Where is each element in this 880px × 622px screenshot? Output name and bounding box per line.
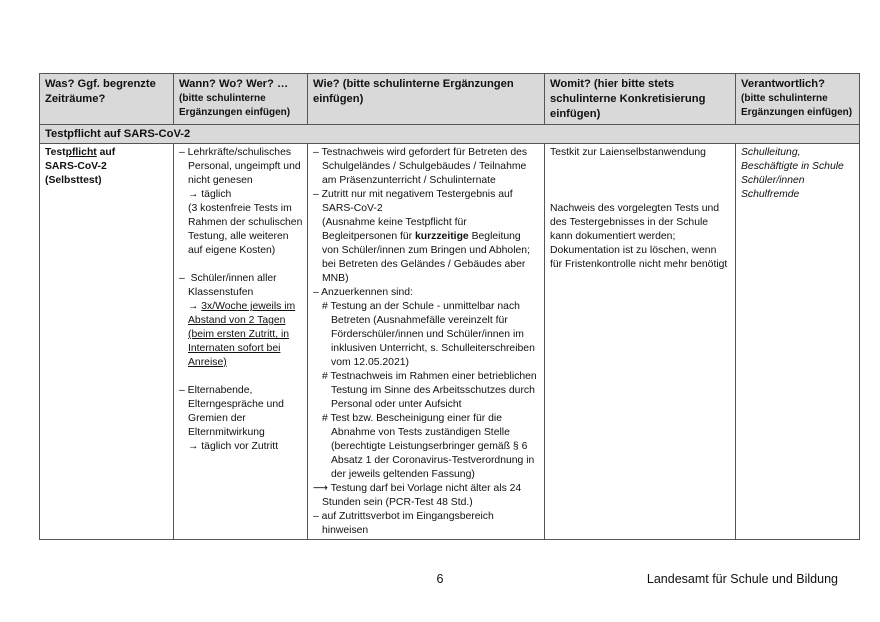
header-wann-sub: (bitte schulinterne Ergänzungen einfügen) [179, 93, 291, 118]
header-womit [545, 74, 736, 125]
header-verantwortlich-sub: (bitte schulinterne Ergänzungen einfügen) [741, 93, 853, 118]
cell-verantwortlich [736, 144, 860, 540]
wie-hash-1: # Testung an der Schule - unmittelbar nach Betreten (Ausnahmefälle vereinzelt für Förderschüler/innen und Schüler/innen im inklusiven Unterricht, s. Schulleiterschreiben vom 12.05.2021) [322, 301, 535, 368]
wann-item-2-arrow-text: 3x/Woche jeweils im Abstand von 2 Tagen (beim ersten Zutritt, in Internaten sofort bei Anreise) [188, 301, 296, 368]
page-number: 6 [436, 572, 444, 586]
section-row [40, 125, 860, 144]
header-was-title: Was? Ggf. begrenzte Zeiträume? [45, 78, 156, 105]
womit-p2: Nachweis des vorgelegten Tests und des Testergebnisses in der Schule kann dokumentiert werden; Dokumentation ist zu löschen, wenn für Fristenkontrolle nicht mehr benötigt [550, 203, 728, 270]
header-was [40, 74, 174, 125]
wann-item-1-note: (3 kostenfreie Tests im Rahmen der schulischen Testung, alle weiteren auf eigene Kosten) [188, 203, 303, 256]
dash: – [179, 273, 185, 284]
section-title: Testpflicht auf SARS-CoV-2 [40, 125, 860, 144]
wie-p2-note-bold: kurzzeitige [415, 231, 469, 242]
wann-item-3 [179, 384, 303, 440]
measures-table [39, 73, 860, 540]
header-wann [174, 74, 308, 125]
test-line3: (Selbsttest) [45, 175, 102, 186]
wie-p1: – Testnachweis wird gefordert für Betreten des Schulgeländes / Schulgebäudes / Teilnahme am Präsenzunterricht / Schulinternate [313, 147, 528, 186]
wann-item-3-arrow: → täglich vor Zutritt [188, 441, 279, 452]
wann-item-3-text: Elternabende, Elterngespräche und Gremien der Elternmitwirkung [187, 385, 284, 438]
test-prefix: Test [45, 147, 66, 158]
header-wann-title: Wann? Wo? Wer? … [179, 78, 289, 90]
wann-item-2-text: Schüler/innen aller Klassenstufen [188, 273, 277, 298]
wie-hash-2: # Testnachweis im Rahmen einer betrieblichen Testung im Sinne des Arbeitsschutzes durch Personal oder unter Aufsicht [322, 371, 537, 410]
wie-p2-note [313, 216, 540, 286]
footer-organization: Landesamt für Schule und Bildung [646, 572, 838, 586]
wie-p3: – Anzuerkennen sind: [313, 287, 413, 298]
wann-item-1-arrow: → täglich [188, 189, 232, 200]
header-womit-title: Womit? (hier bitte stets schulinterne Konkretisierung einfügen) [550, 78, 706, 120]
table-row [40, 144, 860, 540]
wann-item-2-arrow [179, 300, 303, 370]
wie-p2-note-a: (Ausnahme keine Testpflicht für Begleitpersonen für [322, 217, 467, 242]
test-line2: SARS-CoV-2 [45, 161, 107, 172]
header-verantwortlich-title: Verantwortlich? [741, 78, 825, 90]
test-underlined: pflicht [65, 147, 97, 158]
wie-p2-note-b: Begleitung von Schüler/innen zum Bringen und Abholen; bei Betreten des Geländes / Gebäudes aber MNB) [322, 231, 530, 284]
dash: – [179, 385, 185, 396]
test-rest: auf [96, 147, 116, 158]
wie-p5: – auf Zutrittsverbot im Eingangsbereich hinweisen [313, 511, 494, 536]
header-wie-title: Wie? (bitte schulinterne Ergänzungen einfügen) [313, 78, 514, 105]
verantwortlich-line: Schulfremde [741, 189, 800, 200]
header-wie [308, 74, 545, 125]
wann-item-1 [179, 146, 303, 188]
wann-item-2 [179, 272, 303, 300]
header-verantwortlich [736, 74, 860, 125]
wann-item-1-text: Lehrkräfte/schulisches Personal, ungeimpft und nicht genesen [187, 147, 301, 186]
cell-wie [308, 144, 545, 540]
verantwortlich-line: Schulleitung, [741, 147, 801, 158]
wie-p4: ⟶ Testung darf bei Vorlage nicht älter als 24 Stunden sein (PCR-Test 48 Std.) [313, 483, 522, 508]
verantwortlich-line: Beschäftigte in Schule [741, 161, 844, 172]
womit-p1: Testkit zur Laienselbstanwendung [550, 147, 706, 158]
cell-was [40, 144, 174, 540]
cell-womit [545, 144, 736, 540]
header-row [40, 74, 860, 125]
dash: – [179, 147, 185, 158]
arrow-icon: → [188, 301, 199, 312]
verantwortlich-line: Schüler/innen [741, 175, 805, 186]
cell-wann [174, 144, 308, 540]
wie-hash-3: # Test bzw. Bescheinigung einer für die Abnahme von Tests zuständigen Stelle (berechtigte Leistungserbringer gemäß § 6 Absatz 1 der Coronavirus-Testverordnung in der jeweils geltenden Fassung) [322, 413, 535, 480]
wie-p2: – Zutritt nur mit negativem Testergebnis auf SARS-CoV-2 [313, 189, 513, 214]
